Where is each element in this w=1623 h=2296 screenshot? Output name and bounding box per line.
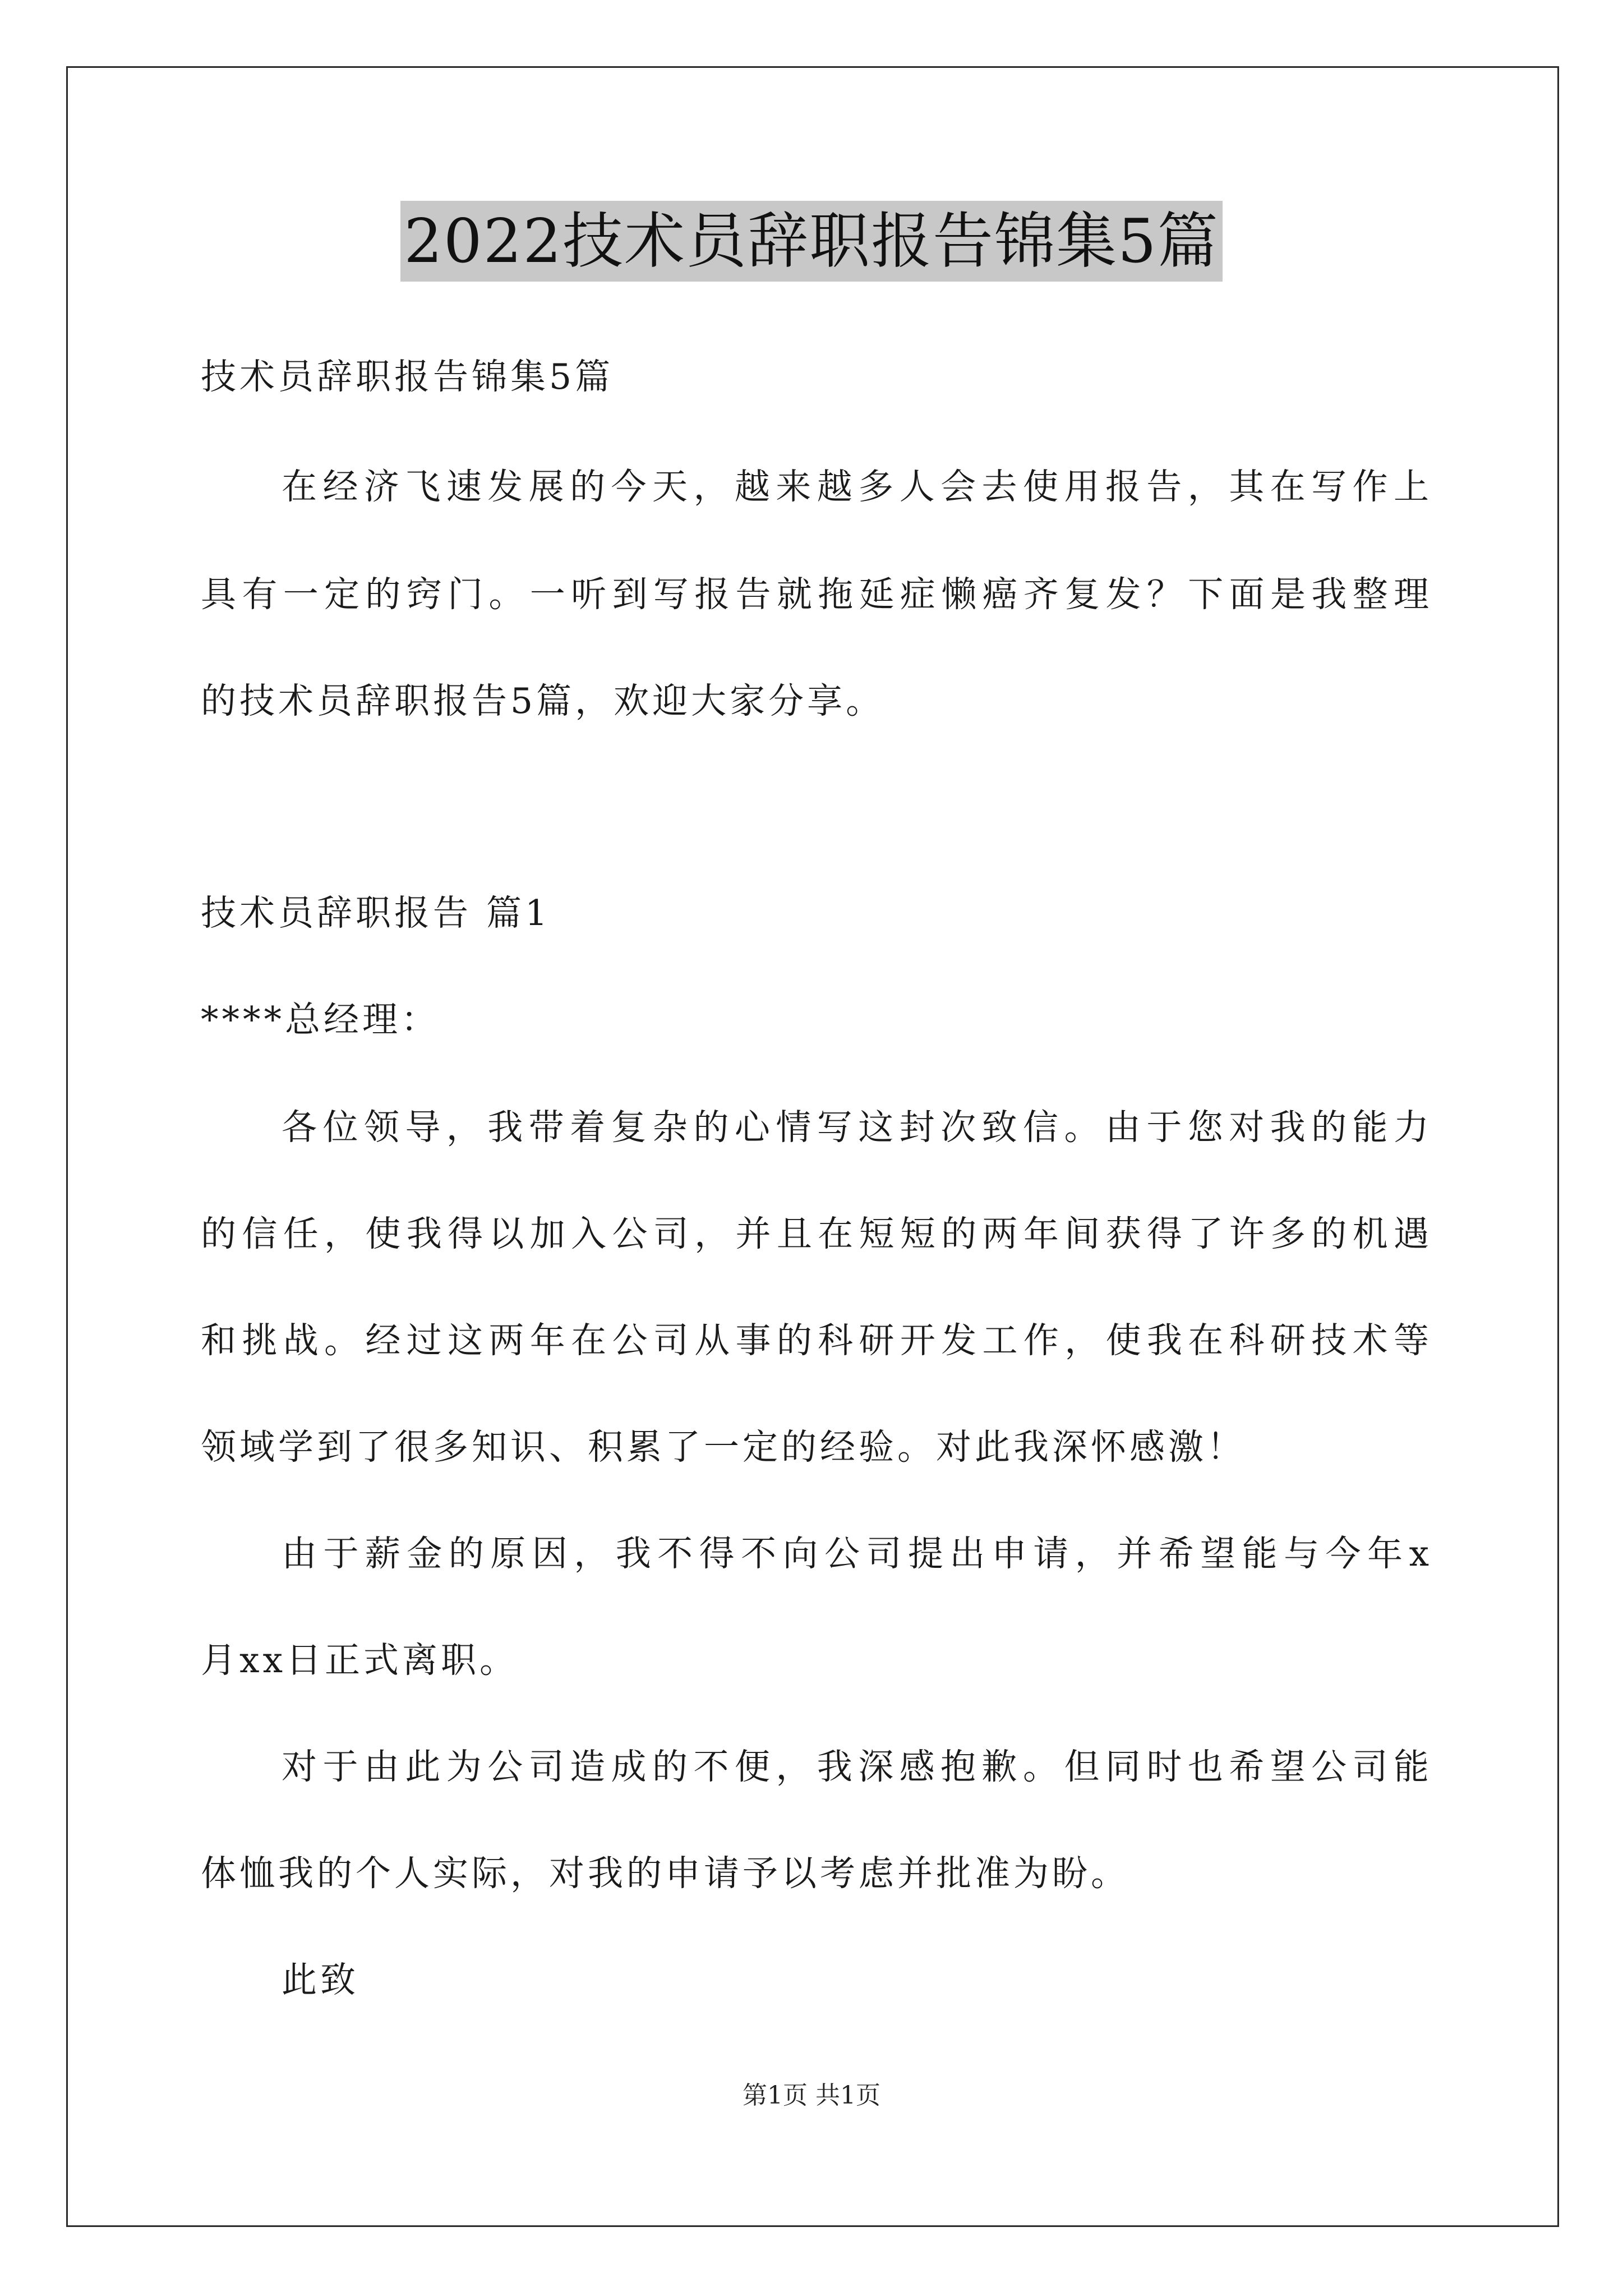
paragraph-line: 领域学到了很多知识、积累了一定的经验。对此我深怀感激！	[201, 1427, 1246, 1467]
paragraph-line: 对于由此为公司造成的不便，我深感抱歉。但同时也希望公司能	[282, 1746, 1429, 1787]
salutation: ****总经理：	[201, 999, 440, 1040]
document-title: 2022技术员辞职报告锦集5篇	[400, 201, 1223, 282]
closing: 此致	[282, 1959, 359, 2000]
intro-line: 在经济飞速发展的今天，越来越多人会去使用报告，其在写作上	[282, 466, 1429, 507]
intro-line: 的技术员辞职报告5篇，欢迎大家分享。	[201, 680, 885, 721]
paragraph-line: 的信任，使我得以加入公司，并且在短短的两年间获得了许多的机遇	[201, 1213, 1429, 1254]
section-heading: 技术员辞职报告 篇1	[201, 892, 551, 933]
paragraph-line: 体恤我的个人实际，对我的申请予以考虑并批准为盼。	[201, 1853, 1129, 1894]
subtitle: 技术员辞职报告锦集5篇	[201, 356, 614, 397]
intro-line: 具有一定的窍门。一听到写报告就拖延症懒癌齐复发？下面是我整理	[201, 574, 1429, 615]
paragraph-line: 各位领导，我带着复杂的心情写这封次致信。由于您对我的能力	[282, 1107, 1429, 1148]
paragraph-line: 由于薪金的原因，我不得不向公司提出申请，并希望能与今年x	[282, 1533, 1429, 1574]
page-footer: 第1页 共1页	[743, 2081, 880, 2110]
title-container	[0, 201, 1623, 282]
paragraph-line: 月xx日正式离职。	[201, 1640, 519, 1681]
paragraph-line: 和挑战。经过这两年在公司从事的科研开发工作，使我在科研技术等	[201, 1320, 1429, 1361]
